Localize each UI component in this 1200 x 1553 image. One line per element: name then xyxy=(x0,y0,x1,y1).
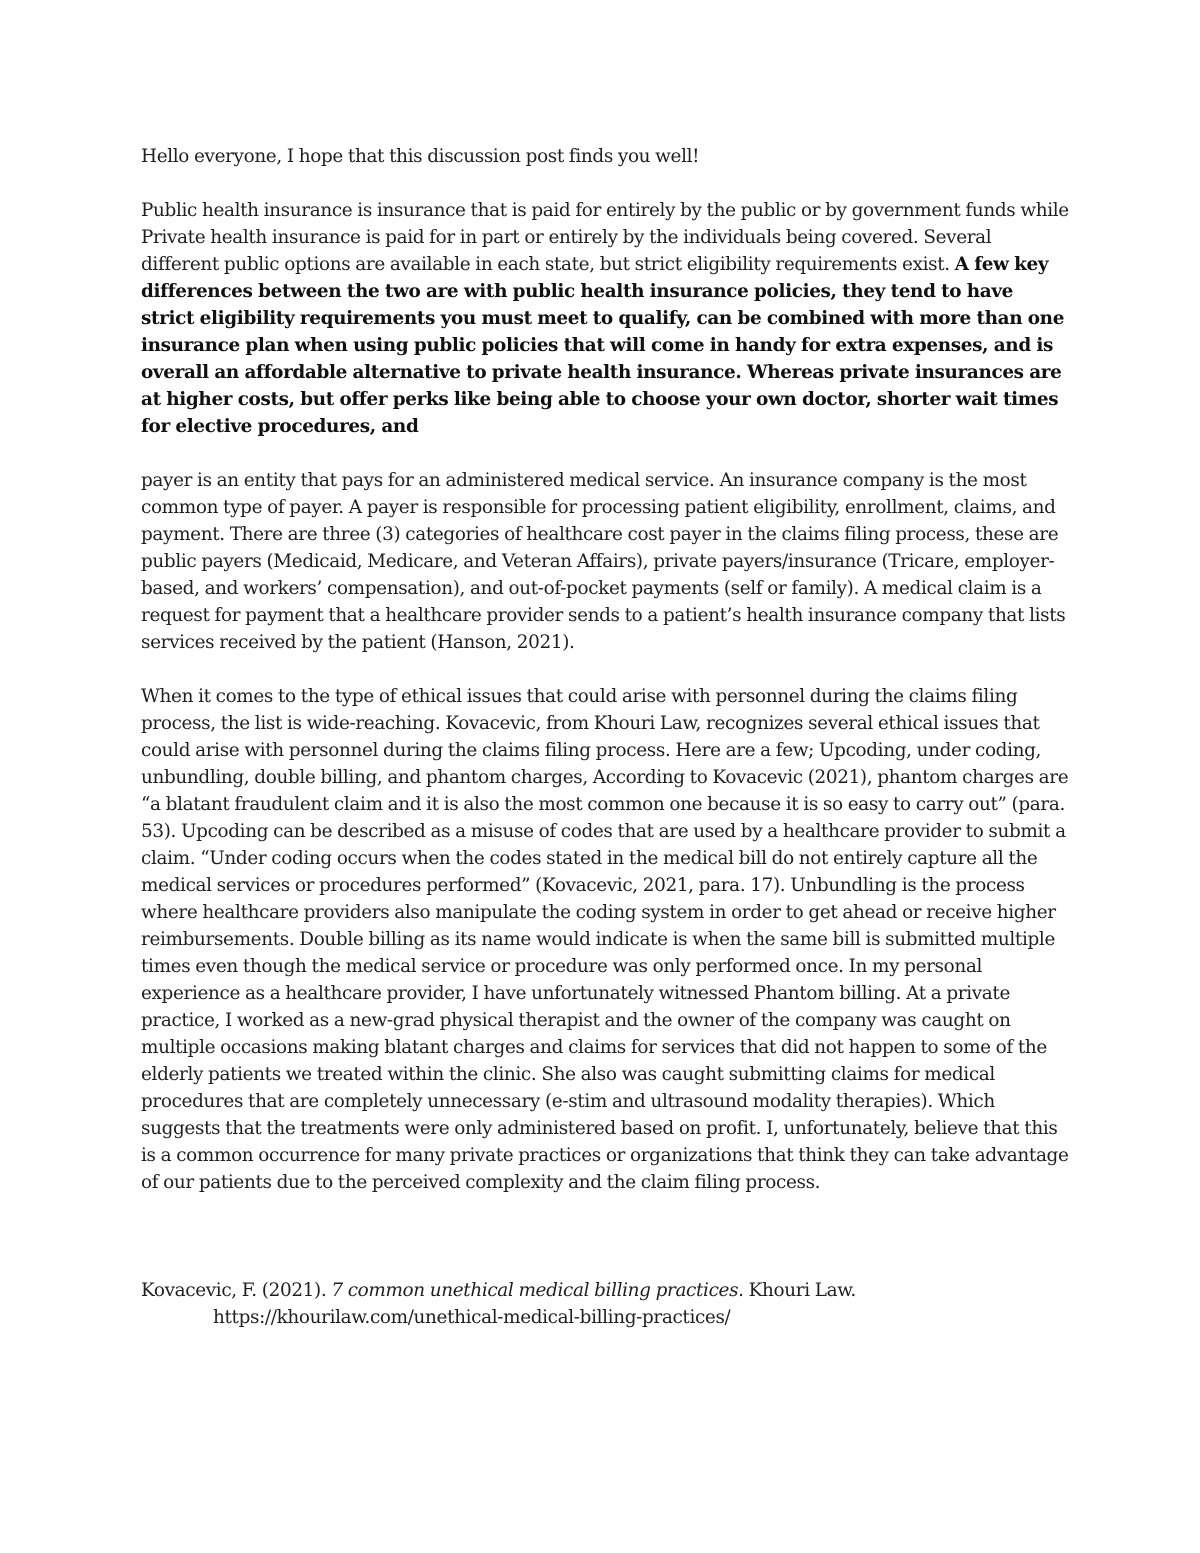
greeting-paragraph: Hello everyone, I hope that this discussion post finds you well! xyxy=(141,146,700,167)
reference-title: 7 common unethical medical billing practices xyxy=(331,1280,739,1301)
insurance-comparison-intro: Public health insurance is insurance that is paid for entirely by the public or by government funds while Private health insurance is paid for in part or entirely by the individuals being covered. Several different public options are available in each state, but strict eligibility requirements exist. xyxy=(141,200,1069,275)
reference-entry xyxy=(141,1277,1071,1331)
reference-authors: Kovacevic, F. (2021). xyxy=(141,1280,332,1301)
insurance-comparison-paragraph xyxy=(141,197,1071,440)
reference-url: https://khourilaw.com/unethical-medical-billing-practices/ xyxy=(213,1307,731,1328)
ethical-issues-paragraph: When it comes to the type of ethical issues that could arise with personnel during the claims filing process, the list is wide-reaching. Kovacevic, from Khouri Law, recognizes several ethical issues that could arise with personnel during the claims filing process. Here are a few; Upcoding, under coding, unbundling, double billing, and phantom charges, According to Kovacevic (2021), phantom charges are “a blatant fraudulent claim and it is also the most common one because it is so easy to carry out” (para. 53). Upcoding can be described as a misuse of codes that are used by a healthcare provider to submit a claim. “Under coding occurs when the codes stated in the medical bill do not entirely capture all the medical services or procedures performed” (Kovacevic, 2021, para. 17). Unbundling is the process where healthcare providers also manipulate the coding system in order to get ahead or receive higher reimbursements. Double billing as its name would indicate is when the same bill is submitted multiple times even though the medical service or procedure was only performed once. In my personal experience as a healthcare provider, I have unfortunately witnessed Phantom billing. At a private practice, I worked as a new-grad physical therapist and the owner of the company was caught on multiple occasions making blatant charges and claims for services that did not happen to some of the elderly patients we treated within the clinic. She also was caught submitting claims for medical procedures that are completely unnecessary (e-stim and ultrasound modality therapies). Which suggests that the treatments were only administered based on profit. I, unfortunately, believe that this is a common occurrence for many private practices or organizations that think they can take advantage of our patients due to the perceived complexity and the claim filing process. xyxy=(141,686,1069,1193)
insurance-comparison-bold: A few key differences between the two are with public health insurance policies, they tend to have strict eligibility requirements you must meet to qualify, can be combined with more than one insurance plan when using public policies that will come in handy for extra expenses, and is overall an affordable alternative to private health insurance. Whereas private insurances are at higher costs, but offer perks like being able to choose your own doctor, shorter wait times for elective procedures, and xyxy=(141,254,1065,437)
reference-publisher: . Khouri Law. xyxy=(738,1280,856,1301)
document-body xyxy=(141,143,1071,1331)
payer-definition-paragraph: payer is an entity that pays for an administered medical service. An insurance company is the most common type of payer. A payer is responsible for processing patient eligibility, enrollment, claims, and payment. There are three (3) categories of healthcare cost payer in the claims filing process, these are public payers (Medicaid, Medicare, and Veteran Affairs), private payers/insurance (Tricare, employer-based, and workers’ compensation), and out-of-pocket payments (self or family). A medical claim is a request for payment that a healthcare provider sends to a patient’s health insurance company that lists services received by the patient (Hanson, 2021). xyxy=(141,470,1066,653)
